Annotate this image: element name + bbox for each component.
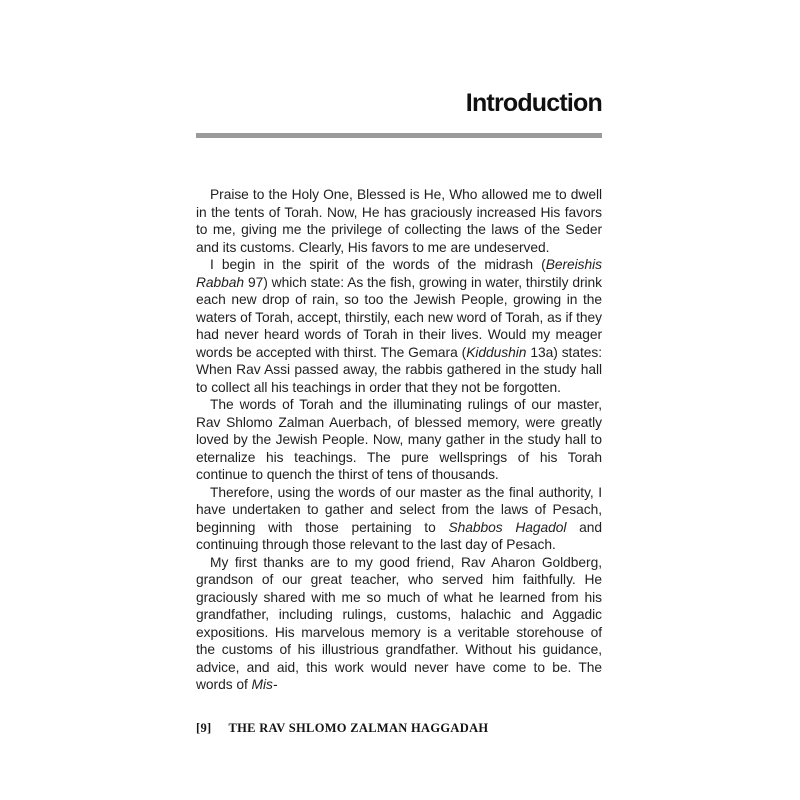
italic-text-segment: Mis-: [251, 677, 278, 692]
running-book-title: THE RAV SHLOMO ZALMAN HAGGADAH: [228, 720, 489, 735]
text-segment: and continuing through those relevant to the last day of Pesach.: [196, 519, 603, 552]
page-footer: [196, 721, 602, 736]
italic-text-segment: Kiddushin: [466, 344, 527, 360]
text-segment: Praise to the Holy One, Blessed is He, Who allowed me to dwell in the tents of Torah. Now, He has graciously increased His favors to me, giving me the privilege of collecting the laws of the Seder and its customs. Clearly, His favors to me are undeserved.: [196, 187, 602, 255]
paragraph: [196, 256, 602, 396]
text-segment: 13a) states: When Rav Assi passed away, the rabbis gathered in the study hall to collect all his teachings in order that they not be forgotten.: [196, 344, 602, 395]
text-segment: Therefore, using the words of our master as the final authority, I have undertaken to gather and select from the laws of Pesach, beginning with those pertaining to: [196, 484, 602, 535]
text-segment: My first thanks are to my good friend, Rav Aharon Goldberg, grandson of our great teacher, who served him faithfully. He graciously shared with me so much of what he learned from his grandfather, including rulings, customs, halachic and Aggadic expositions. His marvelous memory is a veritable storehouse of the customs of his illustrious grandfather. Without his guidance, advice, and aid, this work would never have come to be. The words of: [196, 554, 602, 692]
paragraph: [196, 484, 602, 554]
page-number: [9]: [196, 720, 212, 735]
italic-text-segment: Bereishis Rabbah: [196, 257, 602, 290]
chapter-title: Introduction: [465, 89, 602, 117]
body-text: [196, 186, 602, 694]
paragraph: [196, 186, 602, 256]
paragraph: [196, 396, 602, 484]
page-content: [196, 0, 602, 736]
text-segment: 97) which state: As the fish, growing in water, thirstily drink each new drop of rain, so too the Jewish People, growing in the waters of Torah, accept, thirstily, each new word of Torah, as if they had never heard words of Torah in their lives. Would my meager words be accepted with thirst. The Gemara (: [196, 274, 602, 360]
italic-text-segment: Shabbos Hagadol: [448, 519, 567, 535]
text-segment: I begin in the spirit of the words of the midrash (: [210, 257, 546, 272]
text-segment: The words of Torah and the illuminating rulings of our master, Rav Shlomo Zalman Auerbach, of blessed memory, were greatly loved by the Jewish People. Now, many gather in the study hall to eternalize his teachings. The pure wellsprings of his Torah continue to quench the thirst of tens of thousands.: [196, 397, 602, 482]
title-rule-divider: [196, 133, 602, 138]
paragraph: [196, 554, 602, 694]
